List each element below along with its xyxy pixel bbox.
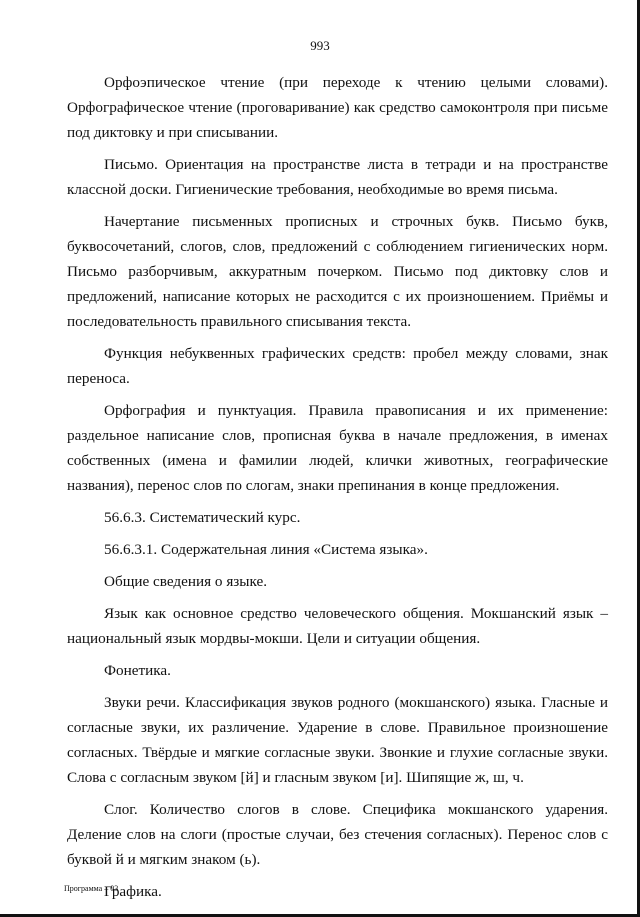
page-number: 993 xyxy=(310,38,330,53)
paragraph-speech-sounds: Звуки речи. Классификация звуков родного (мокшанского) языка. Гласные и согласные звуки, их различение. Ударение в слове. Правильное произношение согласных. Твёрдые и мягкие согласные звуки. Звонкие и глухие согласные звуки. Слова с согласным звуком [й] и гласным звуком [и]. Шипящие ж, ш, ч. xyxy=(67,694,608,786)
paragraph-orthoepic-reading: Орфоэпическое чтение (при переходе к чтению целыми словами). Орфографическое чтение (проговаривание) как средство самоконтроля при письме под диктовку и при списывании. xyxy=(67,74,608,141)
paragraph-orthography-punctuation: Орфография и пунктуация. Правила правописания и их применение: раздельное написание слов, прописная буква в начале предложения, в именах собственных (имена и фамилии людей, клички животных, географические названия), перенос слов по слогам, знаки препинания в конце предложения. xyxy=(67,402,608,494)
paragraph-language-communication: Язык как основное средство человеческого общения. Мокшанский язык – национальный язык мордвы-мокши. Цели и ситуации общения. xyxy=(67,605,608,647)
page-footer: Программа – 03 xyxy=(64,884,119,893)
section-heading-general-info: Общие сведения о языке. xyxy=(104,573,268,590)
paragraph-writing: Письмо. Ориентация на пространстве листа в тетради и на пространстве классной доски. Гигиенические требования, необходимые во время письма. xyxy=(67,156,608,198)
section-heading-systematic-course: 56.6.3. Систематический курс. xyxy=(104,509,301,526)
paragraph-letter-shapes: Начертание письменных прописных и строчных букв. Письмо букв, буквосочетаний, слогов, слов, предложений с соблюдением гигиенических норм. Письмо разборчивым, аккуратным почерком. Письмо под диктовку слов и предложений, написание которых не расходится с их произношением. Приёмы и последовательность правильного списывания текста. xyxy=(67,213,608,330)
page-content xyxy=(67,70,608,911)
paragraph-syllable: Слог. Количество слогов в слове. Специфика мокшанского ударения. Деление слов на слоги (простые случаи, без стечения согласных). Перенос слов с буквой й и мягким знаком (ь). xyxy=(67,801,608,868)
paragraph-nonletter-graphics: Функция небуквенных графических средств: пробел между словами, знак переноса. xyxy=(67,345,608,387)
section-heading-language-system: 56.6.3.1. Содержательная линия «Система языка». xyxy=(104,541,428,558)
section-heading-graphics: Графика. xyxy=(104,883,162,900)
section-heading-phonetics: Фонетика. xyxy=(104,662,171,679)
